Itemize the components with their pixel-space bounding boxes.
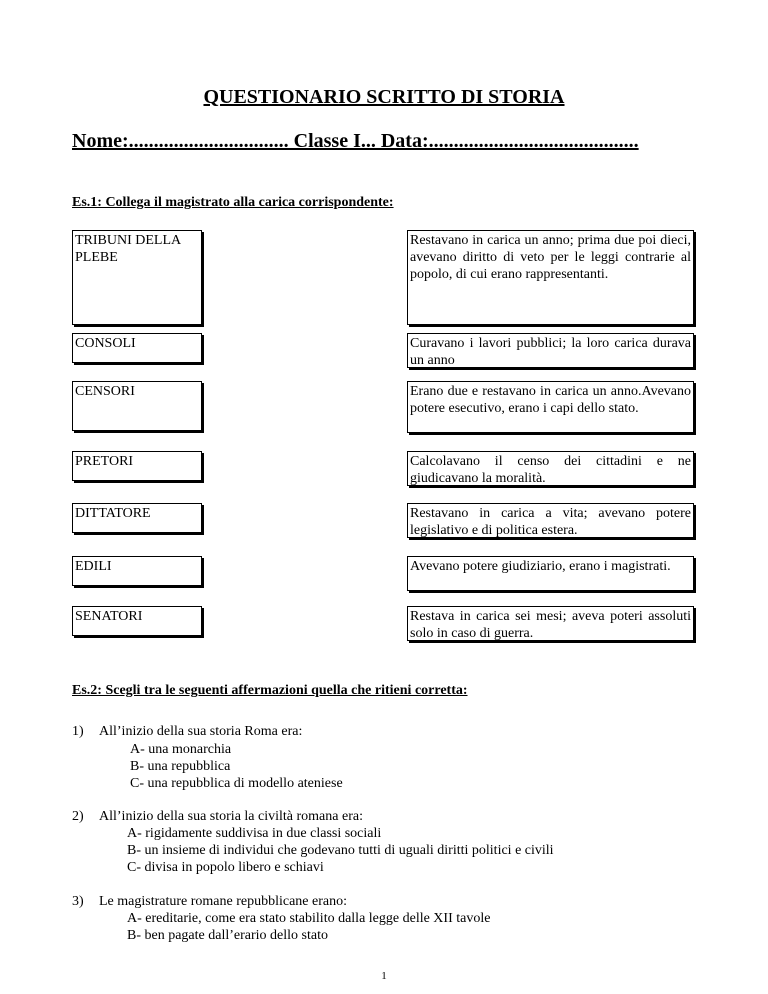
question-number: 2) (72, 809, 84, 824)
description-box-6: Avevano potere giudiziario, erano i magistrati. (407, 556, 694, 591)
question-number: 3) (72, 894, 84, 909)
question-2-option-b: B- un insieme di individui che godevano tutti di uguali diritti politici e civili (127, 843, 554, 858)
description-box-7: Restava in carica sei mesi; aveva poteri assoluti solo in caso di guerra. (407, 606, 694, 641)
question-2-option-a: A- rigidamente suddivisa in due classi sociali (127, 826, 382, 841)
question-1-option-a: A- una monarchia (130, 742, 232, 757)
question-2-option-c: C- divisa in popolo libero e schiavi (127, 860, 324, 875)
description-box-3: Erano due e restavano in carica un anno.Avevano potere esecutivo, erano i capi dello stato. (407, 381, 694, 433)
description-box-1: Restavano in carica un anno; prima due poi dieci, avevano diritto di veto per le leggi contrarie al popolo, di cui erano rappresentanti. (407, 230, 694, 325)
magistrate-box-edili: EDILI (72, 556, 202, 586)
magistrate-box-senatori: SENATORI (72, 606, 202, 636)
page-number: 1 (381, 970, 387, 982)
description-box-4: Calcolavano il censo dei cittadini e ne giudicavano la moralità. (407, 451, 694, 486)
magistrate-box-tribuni: TRIBUNI DELLA PLEBE (72, 230, 202, 325)
question-3-option-b: B- ben pagate dall’erario dello stato (127, 928, 328, 943)
page-title: QUESTIONARIO SCRITTO DI STORIA (203, 86, 565, 108)
question-stem: All’inizio della sua storia Roma era: (99, 724, 303, 739)
question-number: 1) (72, 724, 84, 739)
question-1-option-b: B- una repubblica (130, 759, 231, 774)
question-stem: Le magistrature romane repubblicane erano: (99, 894, 347, 909)
magistrate-box-censori: CENSORI (72, 381, 202, 431)
question-3-option-a: A- ereditarie, come era stato stabilito dalla legge delle XII tavole (127, 911, 491, 926)
description-box-2: Curavano i lavori pubblici; la loro carica durava un anno (407, 333, 694, 368)
question-1-option-c: C- una repubblica di modello ateniese (130, 776, 343, 791)
magistrate-box-pretori: PRETORI (72, 451, 202, 481)
magistrate-box-consoli: CONSOLI (72, 333, 202, 363)
exercise-1-title: Es.1: Collega il magistrato alla carica corrispondente: (72, 195, 394, 210)
description-box-5: Restavano in carica a vita; avevano potere legislativo e di politica estera. (407, 503, 694, 538)
question-stem: All’inizio della sua storia la civiltà romana era: (99, 809, 363, 824)
exercise-2-title: Es.2: Scegli tra le seguenti affermazioni quella che ritieni corretta: (72, 683, 468, 698)
magistrate-box-dittatore: DITTATORE (72, 503, 202, 533)
name-class-date-line: Nome:................................ Classe I... Data:.......................................... (72, 130, 639, 152)
